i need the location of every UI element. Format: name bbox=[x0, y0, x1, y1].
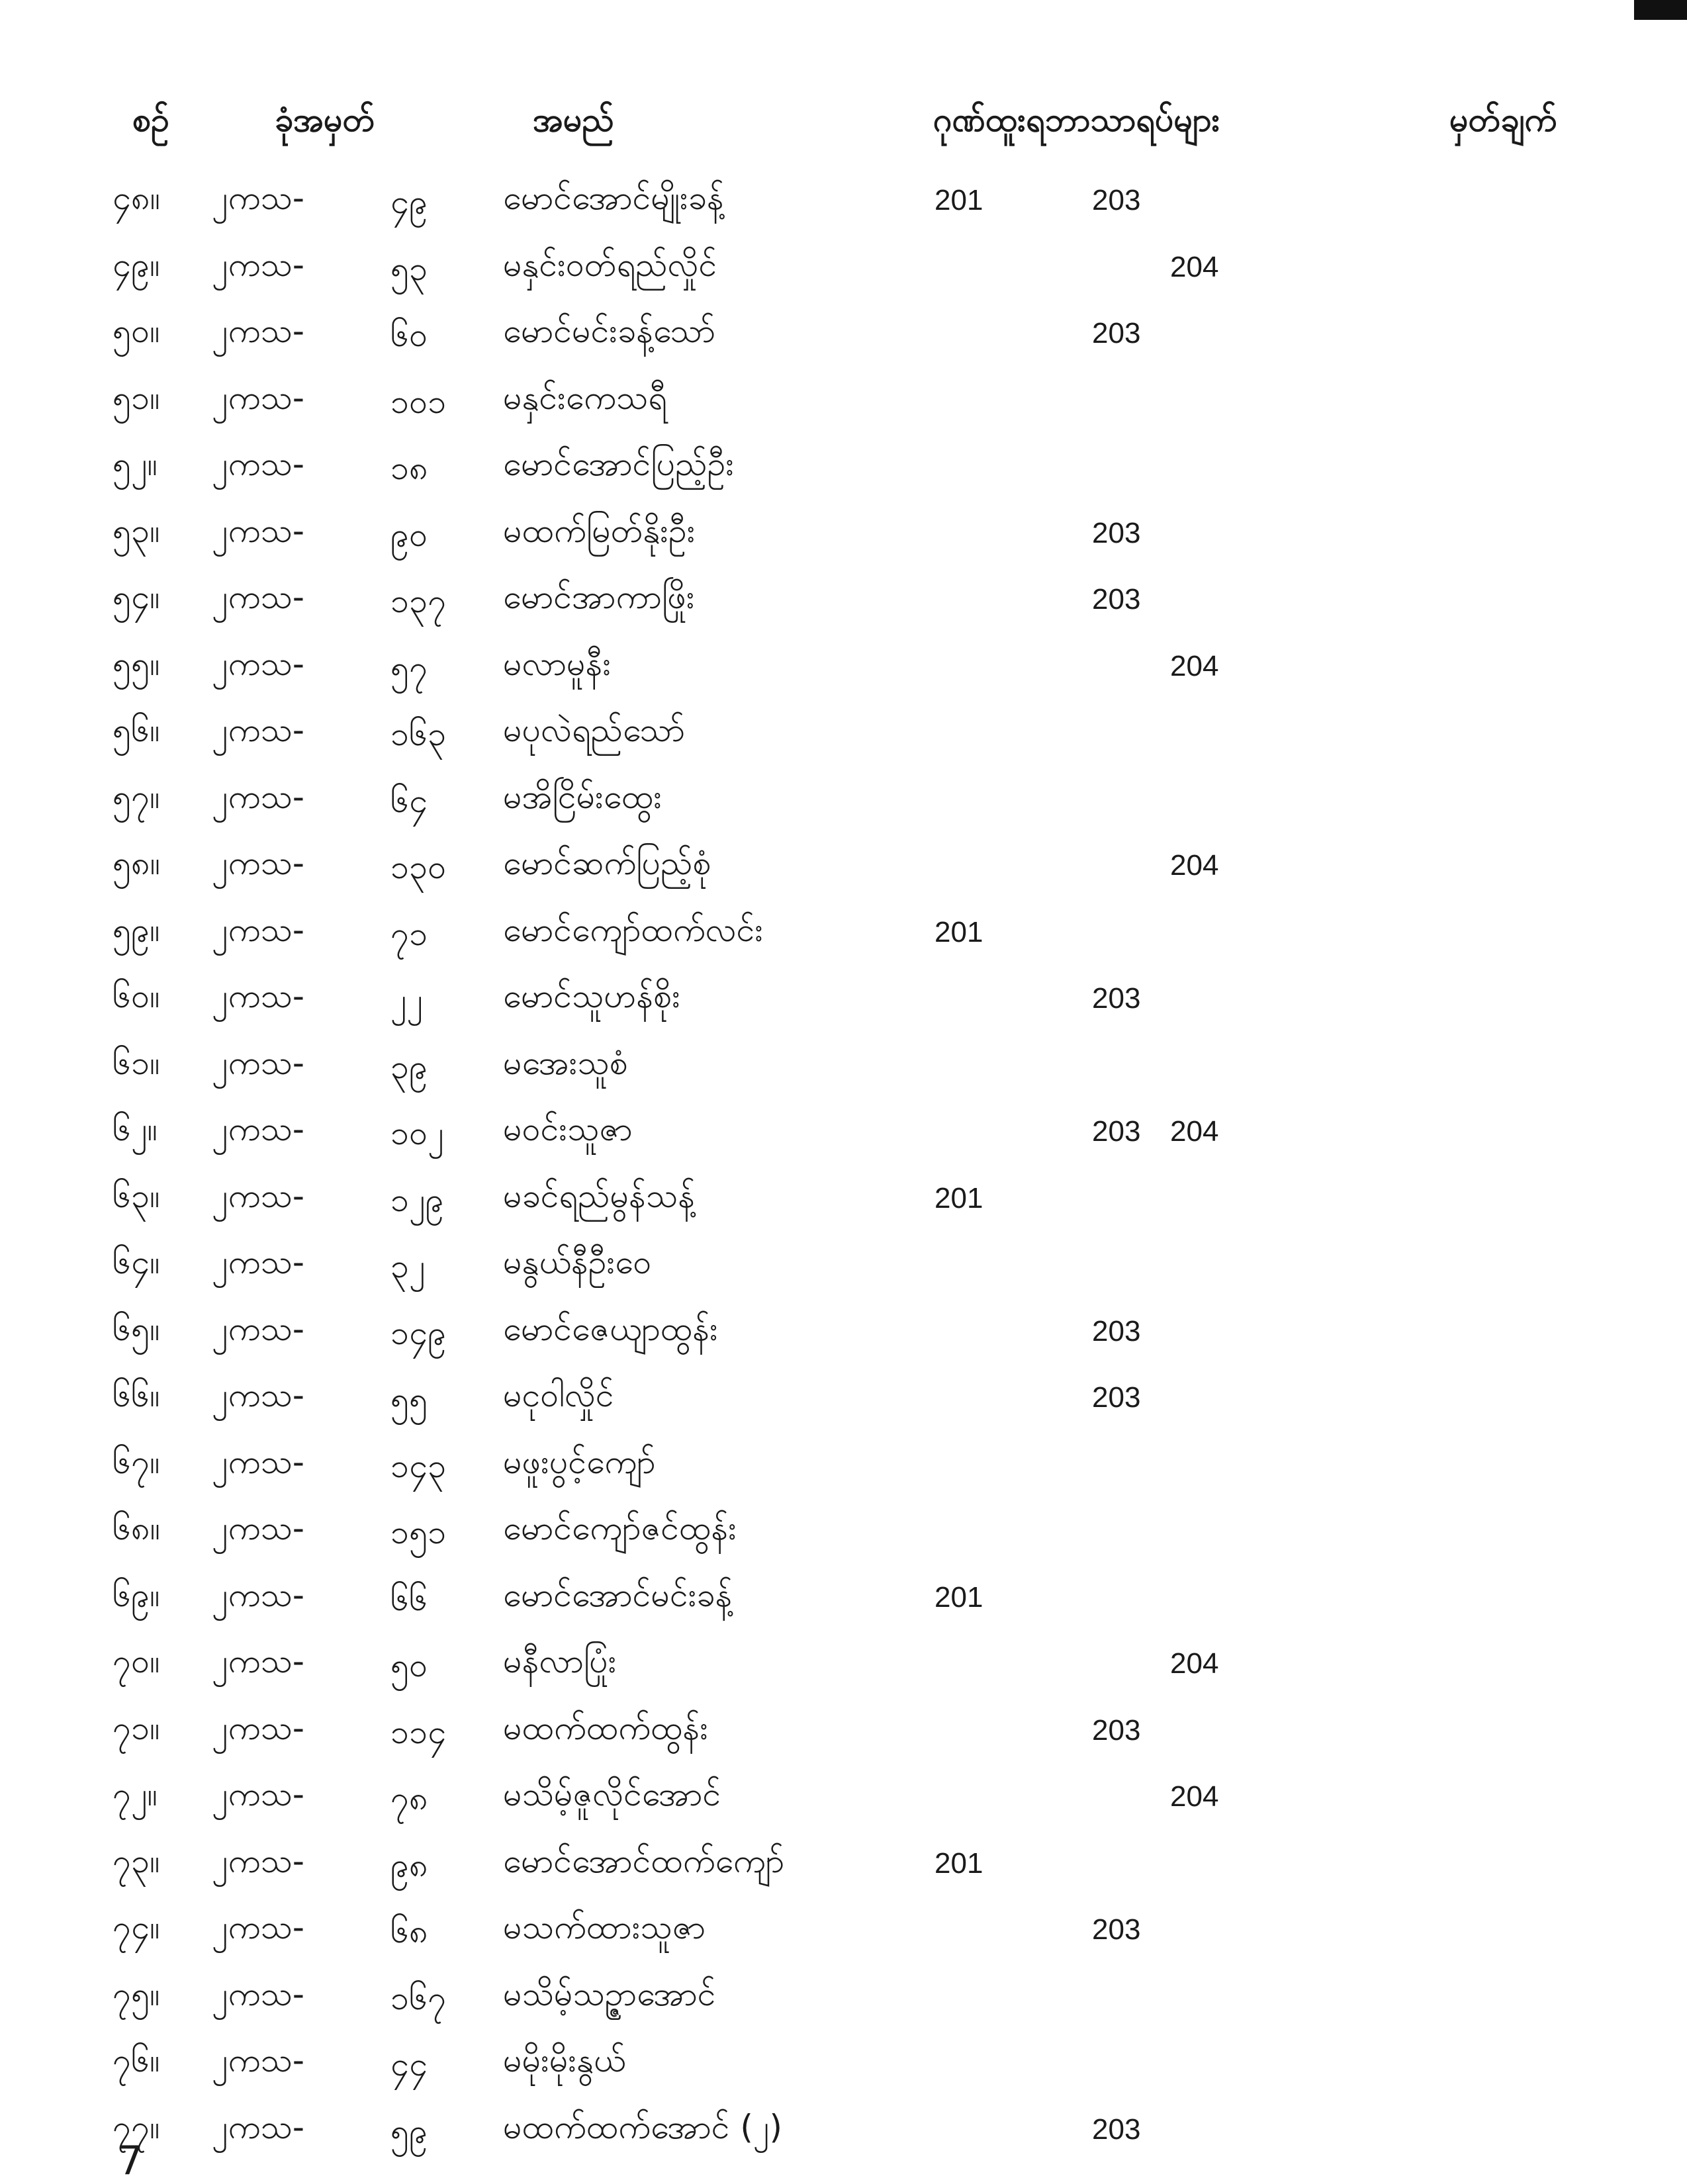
table-row bbox=[0, 377, 1687, 443]
cell-student-name: မအိငြိမ်းထွေး bbox=[503, 778, 662, 816]
table-row bbox=[0, 443, 1687, 510]
cell-class-code: ၂ကသ- bbox=[212, 711, 304, 749]
cell-student-name: မဖူးပွင့်ကျော် bbox=[503, 1443, 656, 1481]
cell-class-code: ၂ကသ- bbox=[212, 778, 304, 816]
cell-subject-203: 203 bbox=[1092, 1315, 1141, 1347]
table-row bbox=[0, 244, 1687, 310]
cell-class-code: ၂ကသ- bbox=[212, 911, 304, 949]
table-row bbox=[0, 1375, 1687, 1441]
cell-roll-no: ၅၅ bbox=[390, 1380, 428, 1418]
cell-serial-no: ၅၆။ bbox=[113, 711, 160, 749]
cell-serial-no: ၆၂။ bbox=[113, 1110, 158, 1148]
table-row bbox=[0, 976, 1687, 1042]
cell-student-name: မငုဝါလှိုင် bbox=[503, 1376, 614, 1414]
cell-roll-no: ၁၆၃ bbox=[390, 715, 447, 753]
table-row bbox=[0, 310, 1687, 377]
cell-class-code: ၂ကသ- bbox=[212, 1044, 304, 1082]
table-row bbox=[0, 1907, 1687, 1973]
cell-student-name: မနှင်းကေသရီ bbox=[503, 379, 667, 417]
table-row bbox=[0, 1707, 1687, 1774]
cell-serial-no: ၅၅။ bbox=[113, 645, 160, 683]
cell-student-name: မောင်အောင်ပြည့်ဦး bbox=[503, 445, 735, 483]
cell-serial-no: ၇၇။ bbox=[113, 2108, 160, 2146]
cell-roll-no: ၆၀ bbox=[390, 316, 428, 354]
table-row bbox=[0, 842, 1687, 909]
cell-roll-no: ၃၂ bbox=[390, 1247, 426, 1285]
header-roll-no: ခုံအမှတ် bbox=[275, 101, 375, 139]
cell-student-name: မနှင်းဝတ်ရည်လှိုင် bbox=[503, 246, 717, 284]
cell-student-name: မောင်အောင်ထက်ကျော် bbox=[503, 1842, 785, 1880]
table-row bbox=[0, 1308, 1687, 1375]
cell-class-code: ၂ကသ- bbox=[212, 1908, 304, 1946]
cell-roll-no: ၁၄၉ bbox=[390, 1314, 447, 1352]
cell-serial-no: ၅၄။ bbox=[113, 578, 160, 616]
cell-roll-no: ၁၀၂ bbox=[390, 1114, 444, 1152]
cell-student-name: မနွယ်နီဦးဝေ bbox=[503, 1243, 652, 1281]
cell-student-name: မောင်ကျော်ထက်လင်း bbox=[503, 911, 764, 949]
cell-roll-no: ၁၃၀ bbox=[390, 848, 447, 886]
cell-subject-204: 204 bbox=[1170, 650, 1219, 682]
cell-student-name: မောင်အာကာဖြိုး bbox=[503, 578, 695, 616]
cell-class-code: ၂ကသ- bbox=[212, 445, 304, 483]
cell-student-name: မောင်ကျော်ဇင်ထွန်း bbox=[503, 1509, 737, 1547]
scan-edge-mark bbox=[1634, 0, 1687, 20]
cell-serial-no: ၆၃။ bbox=[113, 1177, 160, 1215]
cell-subject-201: 201 bbox=[935, 1581, 983, 1614]
cell-serial-no: ၅၃။ bbox=[113, 512, 160, 550]
cell-serial-no: ၆၆။ bbox=[113, 1376, 160, 1414]
cell-roll-no: ၁၃၇ bbox=[390, 582, 447, 620]
cell-roll-no: ၃၉ bbox=[390, 1048, 428, 1086]
cell-serial-no: ၅၉။ bbox=[113, 911, 160, 949]
cell-class-code: ၂ကသ- bbox=[212, 977, 304, 1015]
cell-roll-no: ၁၅၁ bbox=[390, 1513, 447, 1551]
cell-subject-201: 201 bbox=[935, 916, 983, 948]
cell-serial-no: ၅၈။ bbox=[113, 844, 160, 882]
cell-student-name: မနီလာပြုံး bbox=[503, 1642, 617, 1680]
table-row bbox=[0, 1641, 1687, 1707]
cell-student-name: မသက်ထားသူဇာ bbox=[503, 1908, 706, 1946]
cell-serial-no: ၇၂။ bbox=[113, 1775, 158, 1813]
cell-serial-no: ၇၀။ bbox=[113, 1642, 160, 1680]
cell-roll-no: ၇၁ bbox=[390, 915, 428, 953]
cell-class-code: ၂ကသ- bbox=[212, 1975, 304, 2013]
cell-serial-no: ၇၃။ bbox=[113, 1842, 160, 1880]
cell-roll-no: ၅၀ bbox=[390, 1646, 428, 1684]
cell-serial-no: ၄၉။ bbox=[113, 246, 160, 284]
cell-serial-no: ၅၁။ bbox=[113, 379, 160, 417]
cell-student-name: မမိုးမိုးနွယ် bbox=[503, 2041, 626, 2079]
cell-student-name: မောင်အောင်မင်းခန့် bbox=[503, 1576, 733, 1614]
cell-student-name: မခင်ရည်မွန်သန့် bbox=[503, 1177, 696, 1215]
table-row bbox=[0, 1574, 1687, 1641]
cell-student-name: မအေးသူစံ bbox=[503, 1044, 628, 1082]
table-row bbox=[0, 909, 1687, 976]
header-name: အမည် bbox=[533, 101, 614, 139]
cell-serial-no: ၆၅။ bbox=[113, 1310, 160, 1348]
table-row bbox=[0, 1441, 1687, 1508]
cell-serial-no: ၇၅။ bbox=[113, 1975, 160, 2013]
cell-class-code: ၂ကသ- bbox=[212, 844, 304, 882]
cell-roll-no: ၅၃ bbox=[390, 250, 428, 288]
table-row bbox=[0, 643, 1687, 709]
cell-student-name: မပုလဲရည်သော် bbox=[503, 711, 686, 749]
cell-class-code: ၂ကသ- bbox=[212, 1576, 304, 1614]
cell-class-code: ၂ကသ- bbox=[212, 1709, 304, 1747]
cell-student-name: မထက်ထက်အောင် (၂) bbox=[503, 2108, 782, 2146]
cell-class-code: ၂ကသ- bbox=[212, 1177, 304, 1215]
cell-subject-203: 203 bbox=[1092, 583, 1141, 615]
table-row bbox=[0, 1109, 1687, 1175]
cell-subject-203: 203 bbox=[1092, 1115, 1141, 1148]
cell-serial-no: ၆၈။ bbox=[113, 1509, 160, 1547]
cell-subject-203: 203 bbox=[1092, 2113, 1141, 2146]
cell-class-code: ၂ကသ- bbox=[212, 1842, 304, 1880]
cell-class-code: ၂ကသ- bbox=[212, 2108, 304, 2146]
cell-roll-no: ၁၄၃ bbox=[390, 1447, 447, 1485]
cell-roll-no: ၁၀၁ bbox=[390, 383, 447, 421]
cell-subject-203: 203 bbox=[1092, 184, 1141, 216]
cell-student-name: မောင်ဇေယျာထွန်း bbox=[503, 1310, 718, 1348]
cell-class-code: ၂ကသ- bbox=[212, 1243, 304, 1281]
table-row bbox=[0, 1242, 1687, 1308]
cell-class-code: ၂ကသ- bbox=[212, 512, 304, 550]
cell-subject-204: 204 bbox=[1170, 849, 1219, 882]
cell-serial-no: ၇၁။ bbox=[113, 1709, 160, 1747]
cell-class-code: ၂ကသ- bbox=[212, 645, 304, 683]
cell-class-code: ၂ကသ- bbox=[212, 1443, 304, 1481]
cell-subject-204: 204 bbox=[1170, 1115, 1219, 1148]
cell-subject-204: 204 bbox=[1170, 1780, 1219, 1813]
cell-roll-no: ၄၉ bbox=[390, 183, 428, 221]
cell-serial-no: ၆၀။ bbox=[113, 977, 160, 1015]
cell-student-name: မသိမ့်ဇူလိုင်အောင် bbox=[503, 1775, 721, 1813]
cell-student-name: မလာမူနီး bbox=[503, 645, 612, 683]
cell-roll-no: ၆၄ bbox=[390, 782, 428, 820]
header-serial-no: စဥ် bbox=[132, 101, 169, 139]
header-distinction-subjects: ဂုဏ်ထူးရဘာသာရပ်များ bbox=[933, 101, 1220, 139]
cell-subject-201: 201 bbox=[935, 1182, 983, 1214]
cell-subject-204: 204 bbox=[1170, 1647, 1219, 1680]
cell-roll-no: ၅၉ bbox=[390, 2112, 428, 2150]
cell-roll-no: ၄၄ bbox=[390, 2045, 428, 2083]
cell-subject-204: 204 bbox=[1170, 251, 1219, 283]
cell-serial-no: ၆၄။ bbox=[113, 1243, 160, 1281]
table-row bbox=[0, 1841, 1687, 1907]
cell-student-name: မထက်မြတ်နိုးဦး bbox=[503, 512, 696, 550]
cell-roll-no: ၆၈ bbox=[390, 1912, 428, 1950]
cell-serial-no: ၅၀။ bbox=[113, 312, 160, 350]
page-number: 7 bbox=[118, 2138, 144, 2184]
cell-serial-no: ၆၇။ bbox=[113, 1443, 160, 1481]
cell-student-name: မောင်အောင်မျိုးခန့် bbox=[503, 179, 724, 217]
cell-student-name: မဝင်းသူဇာ bbox=[503, 1110, 633, 1148]
cell-student-name: မောင်မင်းခန့်သော် bbox=[503, 312, 716, 350]
cell-subject-203: 203 bbox=[1092, 982, 1141, 1015]
table-row bbox=[0, 776, 1687, 842]
cell-roll-no: ၁၈ bbox=[390, 449, 428, 487]
table-row bbox=[0, 1042, 1687, 1109]
cell-subject-203: 203 bbox=[1092, 1381, 1141, 1414]
cell-subject-203: 203 bbox=[1092, 1714, 1141, 1747]
cell-serial-no: ၇၄။ bbox=[113, 1908, 160, 1946]
cell-class-code: ၂ကသ- bbox=[212, 246, 304, 284]
cell-class-code: ၂ကသ- bbox=[212, 379, 304, 417]
table-row bbox=[0, 709, 1687, 776]
table-row bbox=[0, 1974, 1687, 2040]
cell-class-code: ၂ကသ- bbox=[212, 1110, 304, 1148]
header-remarks: မှတ်ချက် bbox=[1449, 101, 1557, 139]
cell-subject-203: 203 bbox=[1092, 317, 1141, 349]
table-row bbox=[0, 1175, 1687, 1242]
cell-serial-no: ၇၆။ bbox=[113, 2041, 160, 2079]
cell-subject-201: 201 bbox=[935, 1847, 983, 1880]
cell-roll-no: ၇၈ bbox=[390, 1779, 428, 1817]
cell-serial-no: ၅၂။ bbox=[113, 445, 158, 483]
cell-class-code: ၂ကသ- bbox=[212, 1310, 304, 1348]
cell-roll-no: ၁၂၉ bbox=[390, 1181, 444, 1219]
cell-student-name: မသိမ့်သဥ္ဇာအောင် bbox=[503, 1975, 716, 2013]
table-row bbox=[0, 2107, 1687, 2173]
cell-serial-no: ၄၈။ bbox=[113, 179, 160, 217]
cell-roll-no: ၁၁၄ bbox=[390, 1713, 447, 1751]
cell-student-name: မောင်သူဟန်စိုး bbox=[503, 977, 680, 1015]
cell-class-code: ၂ကသ- bbox=[212, 1775, 304, 1813]
table-row bbox=[0, 1774, 1687, 1840]
cell-roll-no: ၉၈ bbox=[390, 1846, 428, 1884]
cell-class-code: ၂ကသ- bbox=[212, 312, 304, 350]
cell-serial-no: ၆၁။ bbox=[113, 1044, 160, 1082]
table-row bbox=[0, 1508, 1687, 1574]
cell-student-name: မထက်ထက်ထွန်း bbox=[503, 1709, 709, 1747]
cell-student-name: မောင်ဆက်ပြည့်စုံ bbox=[503, 844, 711, 882]
table-row bbox=[0, 2040, 1687, 2106]
cell-class-code: ၂ကသ- bbox=[212, 2041, 304, 2079]
cell-class-code: ၂ကသ- bbox=[212, 1642, 304, 1680]
cell-subject-203: 203 bbox=[1092, 1913, 1141, 1946]
cell-class-code: ၂ကသ- bbox=[212, 179, 304, 217]
table-row bbox=[0, 576, 1687, 643]
cell-roll-no: ၁၆၇ bbox=[390, 1979, 447, 2017]
table-row bbox=[0, 510, 1687, 576]
cell-class-code: ၂ကသ- bbox=[212, 1376, 304, 1414]
cell-class-code: ၂ကသ- bbox=[212, 578, 304, 616]
table-row bbox=[0, 177, 1687, 244]
cell-class-code: ၂ကသ- bbox=[212, 1509, 304, 1547]
cell-serial-no: ၆၉။ bbox=[113, 1576, 160, 1614]
cell-roll-no: ၉၀ bbox=[390, 516, 428, 554]
cell-serial-no: ၅၇။ bbox=[113, 778, 160, 816]
cell-subject-201: 201 bbox=[935, 184, 983, 216]
cell-roll-no: ၆၆ bbox=[390, 1580, 428, 1618]
cell-subject-203: 203 bbox=[1092, 517, 1141, 549]
cell-roll-no: ၅၇ bbox=[390, 649, 428, 687]
cell-roll-no: ၂၂ bbox=[390, 981, 424, 1019]
